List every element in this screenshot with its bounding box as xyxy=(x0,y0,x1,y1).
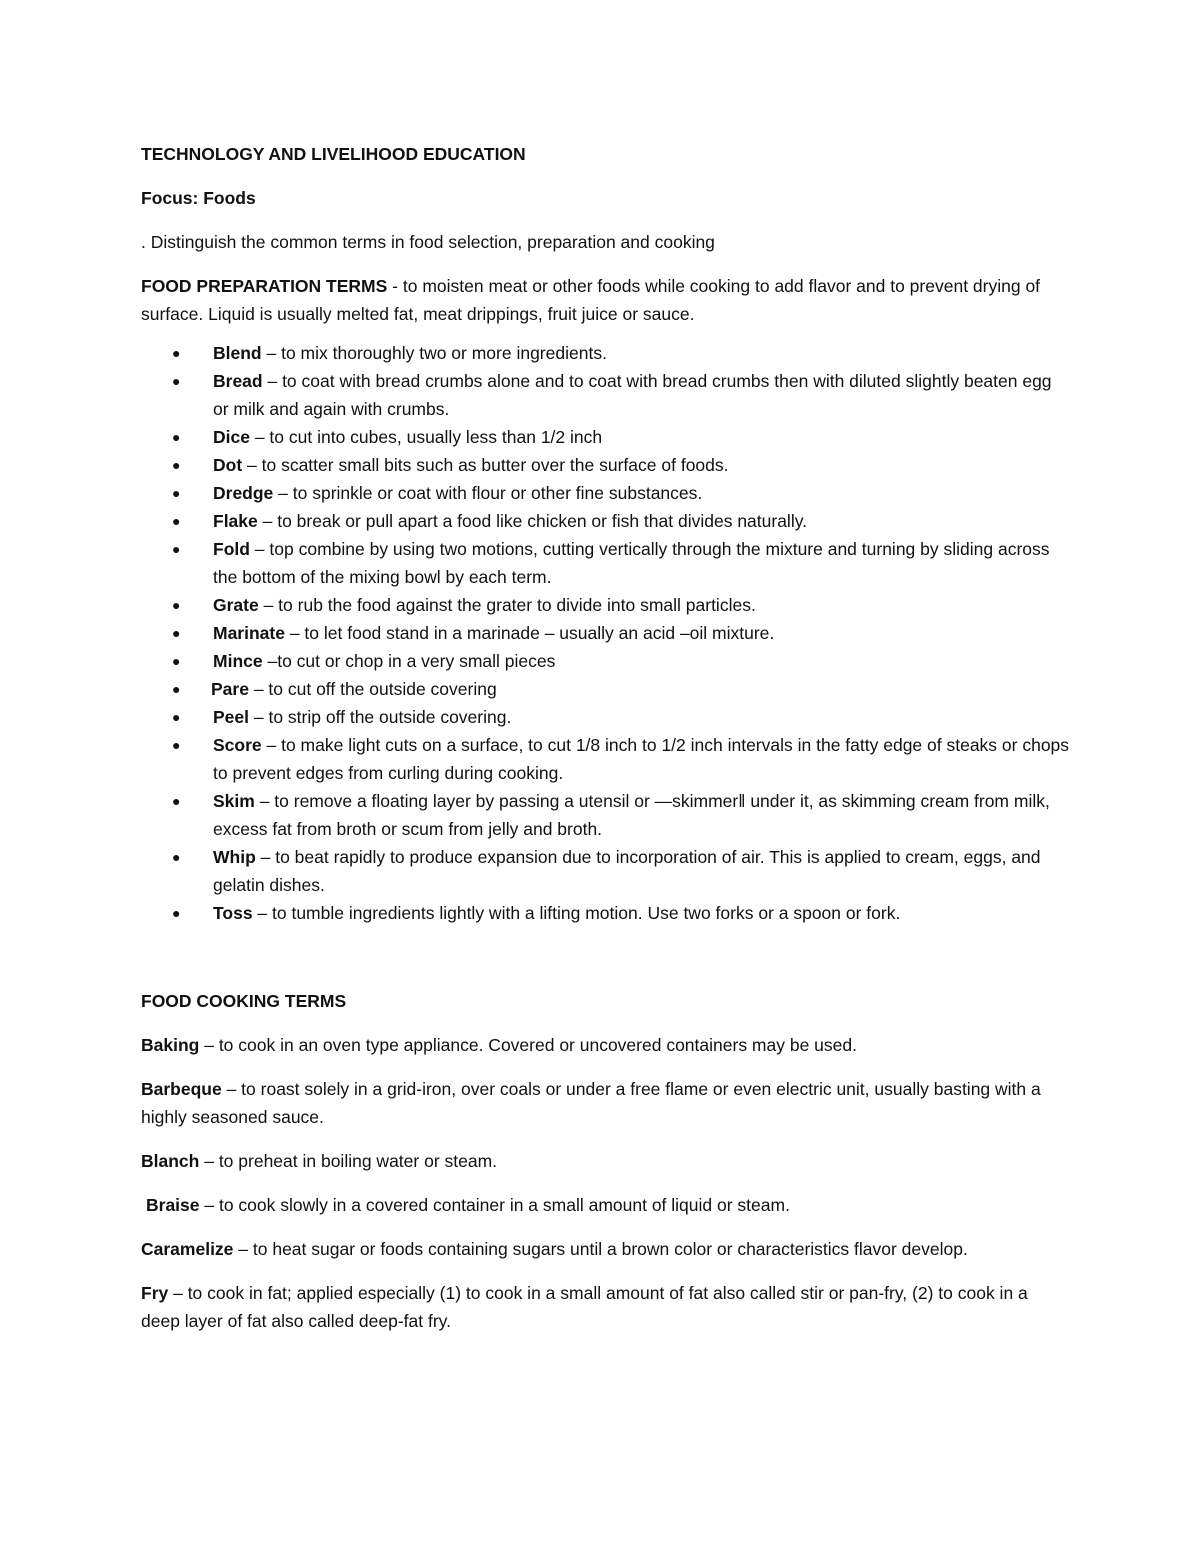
term-definition: – to preheat in boiling water or steam. xyxy=(199,1151,498,1171)
term-definition: – to rub the food against the grater to divide into small particles. xyxy=(258,595,756,615)
bullet-icon: ● xyxy=(172,653,181,669)
list-item xyxy=(141,675,1071,703)
list-item xyxy=(141,479,1071,507)
cooking-term-paragraph xyxy=(141,1031,1071,1059)
prep-intro-text: - to moisten meat or other foods while cooking to add flavor and to prevent drying of surface. Liquid is usually melted fat, meat drippings, fruit juice or sauce. xyxy=(141,276,1041,324)
term-definition: – to beat rapidly to produce expansion due to incorporation of air. This is applied to cream, eggs, and gelatin dishes. xyxy=(213,847,1041,895)
term-definition: – to scatter small bits such as butter over the surface of foods. xyxy=(242,455,729,475)
term-definition: –to cut or chop in a very small pieces xyxy=(262,651,556,671)
term-name: Mince xyxy=(213,651,263,671)
list-item xyxy=(141,423,1071,451)
term-definition: – to coat with bread crumbs alone and to coat with bread crumbs then with diluted slightly beaten egg or milk and again with crumbs. xyxy=(213,371,1052,419)
term-definition: – to strip off the outside covering. xyxy=(249,707,512,727)
list-item xyxy=(141,731,1071,787)
term-definition: – to cook slowly in a covered container in a small amount of liquid or steam. xyxy=(199,1195,790,1215)
cooking-term-paragraph xyxy=(141,1075,1071,1131)
prep-intro-paragraph xyxy=(141,272,1071,328)
term-name: Dice xyxy=(213,427,250,447)
term-name: Peel xyxy=(213,707,249,727)
cooking-term-paragraph xyxy=(141,1235,1071,1263)
bullet-icon: ● xyxy=(172,485,181,501)
term-name: Barbeque xyxy=(141,1079,222,1099)
term-definition: – to let food stand in a marinade – usually an acid –oil mixture. xyxy=(284,623,775,643)
list-item xyxy=(141,787,1071,843)
focus-line xyxy=(141,184,1071,212)
term-definition: – to cook in an oven type appliance. Covered or uncovered containers may be used. xyxy=(199,1035,857,1055)
bullet-icon: ● xyxy=(172,905,181,921)
term-name: Pare xyxy=(211,679,249,699)
list-item xyxy=(141,339,1071,367)
term-name: Grate xyxy=(213,595,259,615)
term-definition: – to sprinkle or coat with flour or other fine substances. xyxy=(273,483,703,503)
list-item xyxy=(141,451,1071,479)
list-item xyxy=(141,507,1071,535)
term-name: Blanch xyxy=(141,1151,200,1171)
term-name: Bread xyxy=(213,371,263,391)
term-name: Dredge xyxy=(213,483,274,503)
focus-label: Focus: Foods xyxy=(141,188,256,208)
prep-heading: FOOD PREPARATION TERMS xyxy=(141,276,388,296)
term-name: Toss xyxy=(213,903,253,923)
term-name: Fold xyxy=(213,539,250,559)
term-definition: – to mix thoroughly two or more ingredients. xyxy=(261,343,607,363)
list-item xyxy=(141,619,1071,647)
term-name: Dot xyxy=(213,455,243,475)
objective-line: . Distinguish the common terms in food selection, preparation and cooking xyxy=(141,232,715,252)
list-item xyxy=(141,367,1071,423)
list-item xyxy=(141,647,1071,675)
term-definition: – to tumble ingredients lightly with a lifting motion. Use two forks or a spoon or fork. xyxy=(252,903,901,923)
term-definition: – to cut into cubes, usually less than 1/2 inch xyxy=(249,427,603,447)
term-definition: – to cut off the outside covering xyxy=(248,679,497,699)
term-name: Caramelize xyxy=(141,1239,234,1259)
term-name: Baking xyxy=(141,1035,200,1055)
term-definition: – to cook in fat; applied especially (1) to cook in a small amount of fat also called stir or pan-fry, (2) to cook in a deep layer of fat also called deep-fat fry. xyxy=(141,1283,1028,1331)
term-name: Flake xyxy=(213,511,258,531)
list-item xyxy=(141,591,1071,619)
cooking-term-paragraph xyxy=(141,1191,1071,1219)
term-definition: – to roast solely in a grid-iron, over coals or under a free flame or even electric unit, usually basting with a highly seasoned sauce. xyxy=(141,1079,1041,1127)
bullet-icon: ● xyxy=(172,429,181,445)
term-name: Score xyxy=(213,735,262,755)
bullet-icon: ● xyxy=(172,737,181,753)
term-name: Whip xyxy=(213,847,256,867)
term-name: Skim xyxy=(213,791,255,811)
bullet-icon: ● xyxy=(172,597,181,613)
term-definition: – to heat sugar or foods containing sugars until a brown color or characteristics flavor develop. xyxy=(233,1239,968,1259)
bullet-icon: ● xyxy=(172,793,181,809)
prep-terms-list xyxy=(141,339,1071,927)
term-name: Marinate xyxy=(213,623,285,643)
cooking-heading: FOOD COOKING TERMS xyxy=(141,991,347,1011)
document-page xyxy=(141,140,1071,1351)
list-item xyxy=(141,899,1071,927)
list-item xyxy=(141,535,1071,591)
cooking-term-paragraph xyxy=(141,1147,1071,1175)
term-definition: – to make light cuts on a surface, to cut 1/8 inch to 1/2 inch intervals in the fatty edge of steaks or chops to prevent edges from curling during cooking. xyxy=(213,735,1070,783)
bullet-icon: ● xyxy=(172,849,181,865)
bullet-icon: ● xyxy=(172,681,181,697)
term-definition: – to remove a floating layer by passing a utensil or ―skimmer‖ under it, as skimming cream from milk, excess fat from broth or scum from jelly and broth. xyxy=(213,791,1050,839)
bullet-icon: ● xyxy=(172,373,181,389)
document-title: TECHNOLOGY AND LIVELIHOOD EDUCATION xyxy=(141,144,526,164)
bullet-icon: ● xyxy=(172,457,181,473)
list-item xyxy=(141,843,1071,899)
list-item xyxy=(141,703,1071,731)
term-definition: – top combine by using two motions, cutting vertically through the mixture and turning by sliding across the bottom of the mixing bowl by each term. xyxy=(213,539,1050,587)
term-name: Fry xyxy=(141,1283,169,1303)
bullet-icon: ● xyxy=(172,513,181,529)
bullet-icon: ● xyxy=(172,345,181,361)
bullet-icon: ● xyxy=(172,625,181,641)
bullet-icon: ● xyxy=(172,541,181,557)
term-definition: – to break or pull apart a food like chicken or fish that divides naturally. xyxy=(257,511,808,531)
term-name: Blend xyxy=(213,343,262,363)
term-name: Braise xyxy=(146,1195,200,1215)
bullet-icon: ● xyxy=(172,709,181,725)
cooking-term-paragraph xyxy=(141,1279,1071,1335)
